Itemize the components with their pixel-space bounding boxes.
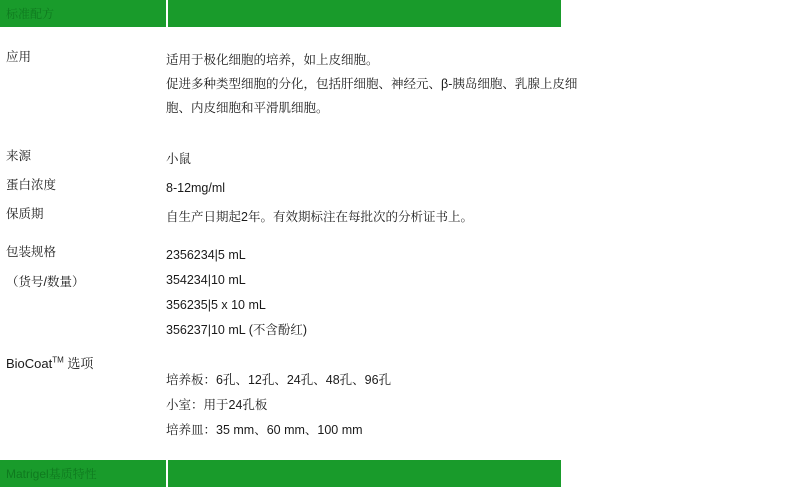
- section-header-left-cell: [0, 0, 166, 27]
- row-label-superscript: TM: [52, 355, 64, 365]
- table-row-protein-concentration: [0, 176, 586, 200]
- row-value-line: 356237|10 mL (不含酚红): [166, 323, 308, 337]
- row-label: 保质期: [6, 207, 44, 221]
- row-value-line: 培养皿：35 mm、60 mm、100 mm: [166, 423, 363, 437]
- row-label: 来源: [6, 149, 32, 163]
- section-header-standard-formulation: [0, 0, 561, 27]
- section-header-title: Matrigel基质特性: [6, 466, 97, 481]
- row-value-line: 培养板：6孔、12孔、24孔、48孔、96孔: [166, 373, 392, 387]
- section-header-title: 标准配方: [6, 6, 55, 21]
- section-header-right-cell: [168, 460, 561, 487]
- table-row-source: [0, 147, 586, 171]
- table-row-application: [0, 48, 586, 120]
- row-value-line: 胞、内皮细胞和平滑肌细胞。: [166, 101, 329, 115]
- row-value-line: 354234|10 mL: [166, 273, 246, 287]
- row-value: [166, 176, 586, 200]
- row-label: 应用: [6, 50, 32, 64]
- section-header-left-cell: [0, 460, 166, 487]
- row-value: [166, 48, 586, 120]
- row-label: 包装规格: [6, 245, 57, 259]
- row-value: [166, 147, 586, 171]
- row-label: [0, 355, 166, 443]
- table-row-shelf-life: [0, 205, 586, 229]
- row-value-line: 小鼠: [166, 152, 192, 166]
- row-value: [166, 205, 586, 229]
- row-value: [166, 355, 586, 443]
- row-value-line: 356235|5 x 10 mL: [166, 298, 266, 312]
- row-value-line: 2356234|5 mL: [166, 248, 246, 262]
- row-label: 蛋白浓度: [6, 178, 57, 192]
- row-value: [166, 243, 586, 343]
- row-label-text: BioCoat: [6, 356, 53, 371]
- table-row-package-size: [0, 243, 586, 343]
- row-label-group: [0, 243, 166, 343]
- row-value-line: 适用于极化细胞的培养，如上皮细胞。: [166, 53, 379, 67]
- row-value-line: 促进多种类型细胞的分化，包括肝细胞、神经元、β-胰岛细胞、乳腺上皮细: [166, 77, 578, 91]
- row-label-text-tail: 选项: [63, 356, 94, 371]
- row-value-line: 小室：用于24孔板: [166, 398, 268, 412]
- row-value-line: 8-12mg/ml: [166, 181, 226, 195]
- section-header-right-cell: [168, 0, 561, 27]
- row-value-line: 自生产日期起2年。有效期标注在每批次的分析证书上。: [166, 210, 473, 224]
- row-sublabel: （货号/数量）: [6, 275, 85, 289]
- table-row-biocoat-options: [0, 355, 586, 443]
- section-header-matrigel-properties: [0, 460, 561, 487]
